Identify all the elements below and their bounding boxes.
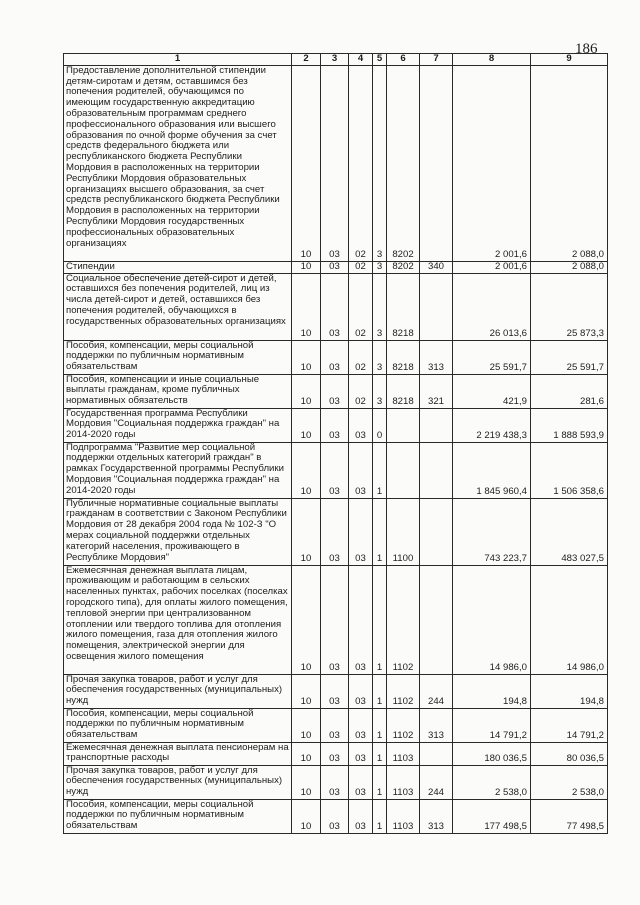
cell-direction: 1102 (387, 674, 420, 708)
cell-subsection: 03 (321, 799, 349, 833)
column-header: 5 (373, 54, 387, 66)
cell-amount-2: 281,6 (531, 374, 608, 408)
cell-expense-type: 313 (420, 340, 453, 374)
cell-direction: 8218 (387, 374, 420, 408)
column-header: 9 (531, 54, 608, 66)
cell-amount-2: 25 591,7 (531, 340, 608, 374)
cell-amount-2: 2 088,0 (531, 261, 608, 273)
cell-subsection: 03 (321, 742, 349, 765)
row-name: Ежемесячная денежная выплата пенсионерам на транспортные расходы (64, 742, 292, 765)
cell-section: 10 (292, 340, 321, 374)
cell-subsection: 03 (321, 498, 349, 565)
cell-section: 10 (292, 565, 321, 674)
table-row (64, 742, 608, 765)
row-name: Ежемесячная денежная выплата лицам, проживающим и работающим в сельских населенных пунктах, рабочих поселках (поселках городского типа), для оплаты жилого помещения, тепловой энергии при централизованном отоплении или твердого топлива для отопления жилого помещения, газа для отопления жилого помещения, электрической энергии для освещения жилого помещения (64, 565, 292, 674)
table-header-row (64, 54, 608, 66)
cell-subsection: 03 (321, 65, 349, 261)
row-name: Государственная программа Республики Мордовия "Социальная поддержка граждан" на 2014-2020 годы (64, 408, 292, 442)
cell-amount-1: 2 001,6 (453, 65, 531, 261)
cell-program: 02 (349, 374, 373, 408)
cell-subprogram: 3 (373, 261, 387, 273)
column-header: 4 (349, 54, 373, 66)
cell-expense-type: 321 (420, 374, 453, 408)
table-row (64, 374, 608, 408)
cell-subsection: 03 (321, 273, 349, 340)
table-row (64, 65, 608, 261)
row-name: Пособия, компенсации, меры социальной поддержки по публичным нормативным обязательствам (64, 799, 292, 833)
cell-program: 02 (349, 261, 373, 273)
row-name: Пособия, компенсации, меры социальной поддержки по публичным нормативным обязательствам (64, 708, 292, 742)
cell-subprogram: 1 (373, 498, 387, 565)
column-header: 2 (292, 54, 321, 66)
row-name: Социальное обеспечение детей-сирот и детей, оставшихся без попечения родителей, лиц из числа детей-сирот и детей, оставшихся без попечения родителей, обучающихся в государственных образовательных организациях (64, 273, 292, 340)
cell-subsection: 03 (321, 442, 349, 498)
column-header: 1 (64, 54, 292, 66)
cell-amount-1: 2 538,0 (453, 765, 531, 799)
cell-amount-1: 25 591,7 (453, 340, 531, 374)
cell-amount-1: 743 223,7 (453, 498, 531, 565)
cell-section: 10 (292, 708, 321, 742)
table-row (64, 765, 608, 799)
cell-direction (387, 442, 420, 498)
cell-amount-2: 25 873,3 (531, 273, 608, 340)
cell-section: 10 (292, 765, 321, 799)
cell-subsection: 03 (321, 765, 349, 799)
cell-section: 10 (292, 674, 321, 708)
cell-expense-type: 313 (420, 708, 453, 742)
cell-expense-type: 244 (420, 674, 453, 708)
cell-amount-2: 194,8 (531, 674, 608, 708)
row-name: Пособия, компенсации и иные социальные выплаты гражданам, кроме публичных нормативных обязательств (64, 374, 292, 408)
cell-subprogram: 0 (373, 408, 387, 442)
cell-amount-1: 177 498,5 (453, 799, 531, 833)
cell-section: 10 (292, 498, 321, 565)
cell-program: 03 (349, 674, 373, 708)
cell-program: 03 (349, 742, 373, 765)
cell-direction: 8218 (387, 340, 420, 374)
cell-expense-type (420, 742, 453, 765)
cell-program: 03 (349, 799, 373, 833)
cell-subsection: 03 (321, 708, 349, 742)
cell-direction (387, 408, 420, 442)
column-header: 7 (420, 54, 453, 66)
cell-subprogram: 1 (373, 742, 387, 765)
cell-subsection: 03 (321, 565, 349, 674)
table-row (64, 708, 608, 742)
cell-expense-type: 340 (420, 261, 453, 273)
cell-amount-2: 1 506 358,6 (531, 442, 608, 498)
cell-program: 02 (349, 273, 373, 340)
cell-amount-1: 14 986,0 (453, 565, 531, 674)
cell-direction: 1100 (387, 498, 420, 565)
cell-direction: 8218 (387, 273, 420, 340)
row-name: Прочая закупка товаров, работ и услуг для обеспечения государственных (муниципальных) нужд (64, 674, 292, 708)
cell-amount-2: 1 888 593,9 (531, 408, 608, 442)
cell-amount-2: 2 538,0 (531, 765, 608, 799)
table-row (64, 408, 608, 442)
row-name: Публичные нормативные социальные выплаты гражданам в соответствии с Законом Республики Мордовия от 28 декабря 2004 года № 102-З "О мерах социальной поддержки отдельных категорий населения, проживающего в Республике Мордовия" (64, 498, 292, 565)
table-row (64, 442, 608, 498)
table-row (64, 261, 608, 273)
cell-section: 10 (292, 799, 321, 833)
cell-direction: 1103 (387, 765, 420, 799)
page-number: 186 (575, 41, 598, 57)
cell-subsection: 03 (321, 261, 349, 273)
cell-subprogram: 1 (373, 708, 387, 742)
cell-amount-1: 180 036,5 (453, 742, 531, 765)
cell-section: 10 (292, 442, 321, 498)
table-row (64, 273, 608, 340)
cell-section: 10 (292, 374, 321, 408)
cell-amount-1: 14 791,2 (453, 708, 531, 742)
cell-amount-1: 2 001,6 (453, 261, 531, 273)
cell-subprogram: 1 (373, 565, 387, 674)
table-row (64, 565, 608, 674)
cell-subsection: 03 (321, 408, 349, 442)
cell-program: 03 (349, 408, 373, 442)
cell-subprogram: 3 (373, 65, 387, 261)
cell-expense-type (420, 565, 453, 674)
cell-program: 03 (349, 565, 373, 674)
cell-subsection: 03 (321, 340, 349, 374)
cell-section: 10 (292, 261, 321, 273)
cell-section: 10 (292, 65, 321, 261)
cell-program: 03 (349, 765, 373, 799)
cell-subprogram: 1 (373, 442, 387, 498)
cell-amount-2: 483 027,5 (531, 498, 608, 565)
cell-subprogram: 1 (373, 799, 387, 833)
cell-direction: 8202 (387, 65, 420, 261)
cell-expense-type (420, 442, 453, 498)
cell-amount-2: 2 088,0 (531, 65, 608, 261)
cell-amount-1: 2 219 438,3 (453, 408, 531, 442)
cell-amount-2: 80 036,5 (531, 742, 608, 765)
cell-expense-type: 313 (420, 799, 453, 833)
row-name: Предоставление дополнительной стипендии детям-сиротам и детям, оставшимся без попечения родителей, обучающимся по имеющим государственную аккредитацию образовательным программам среднего профессионального образования или высшего образования по очной форме обучения за счет средств федерального бюджета или республиканского бюджета Республики Мордовия в расположенных на территории Республики Мордовия образовательных организациях высшего образования, за счет средств республиканского бюджета Республики Мордовия в расположенных на территории Республики Мордовия государственных профессиональных образовательных организациях (64, 65, 292, 261)
cell-section: 10 (292, 742, 321, 765)
table-row (64, 799, 608, 833)
row-name: Пособия, компенсации, меры социальной поддержки по публичным нормативным обязательствам (64, 340, 292, 374)
cell-amount-2: 14 986,0 (531, 565, 608, 674)
cell-direction: 8202 (387, 261, 420, 273)
cell-amount-1: 26 013,6 (453, 273, 531, 340)
cell-expense-type (420, 408, 453, 442)
cell-subprogram: 3 (373, 340, 387, 374)
cell-section: 10 (292, 273, 321, 340)
column-header: 3 (321, 54, 349, 66)
cell-direction: 1102 (387, 708, 420, 742)
table-row (64, 340, 608, 374)
cell-subprogram: 1 (373, 765, 387, 799)
cell-subprogram: 1 (373, 674, 387, 708)
cell-amount-1: 421,9 (453, 374, 531, 408)
cell-program: 03 (349, 498, 373, 565)
cell-expense-type: 244 (420, 765, 453, 799)
cell-program: 02 (349, 340, 373, 374)
cell-direction: 1103 (387, 799, 420, 833)
row-name: Подпрограмма "Развитие мер социальной поддержки отдельных категорий граждан" в рамках Государственной программы Республики Мордовия "Социальная поддержка граждан" на 2014-2020 годы (64, 442, 292, 498)
cell-subsection: 03 (321, 374, 349, 408)
table-row (64, 674, 608, 708)
cell-expense-type (420, 273, 453, 340)
cell-subsection: 03 (321, 674, 349, 708)
cell-amount-1: 194,8 (453, 674, 531, 708)
cell-amount-2: 14 791,2 (531, 708, 608, 742)
cell-direction: 1103 (387, 742, 420, 765)
cell-amount-2: 77 498,5 (531, 799, 608, 833)
cell-subprogram: 3 (373, 374, 387, 408)
cell-expense-type (420, 498, 453, 565)
column-header: 8 (453, 54, 531, 66)
cell-section: 10 (292, 408, 321, 442)
cell-subprogram: 3 (373, 273, 387, 340)
table-row (64, 498, 608, 565)
budget-table (63, 53, 608, 834)
cell-expense-type (420, 65, 453, 261)
cell-program: 02 (349, 65, 373, 261)
column-header: 6 (387, 54, 420, 66)
cell-direction: 1102 (387, 565, 420, 674)
cell-amount-1: 1 845 960,4 (453, 442, 531, 498)
cell-program: 03 (349, 708, 373, 742)
row-name: Стипендии (64, 261, 292, 273)
row-name: Прочая закупка товаров, работ и услуг для обеспечения государственных (муниципальных) нужд (64, 765, 292, 799)
cell-program: 03 (349, 442, 373, 498)
